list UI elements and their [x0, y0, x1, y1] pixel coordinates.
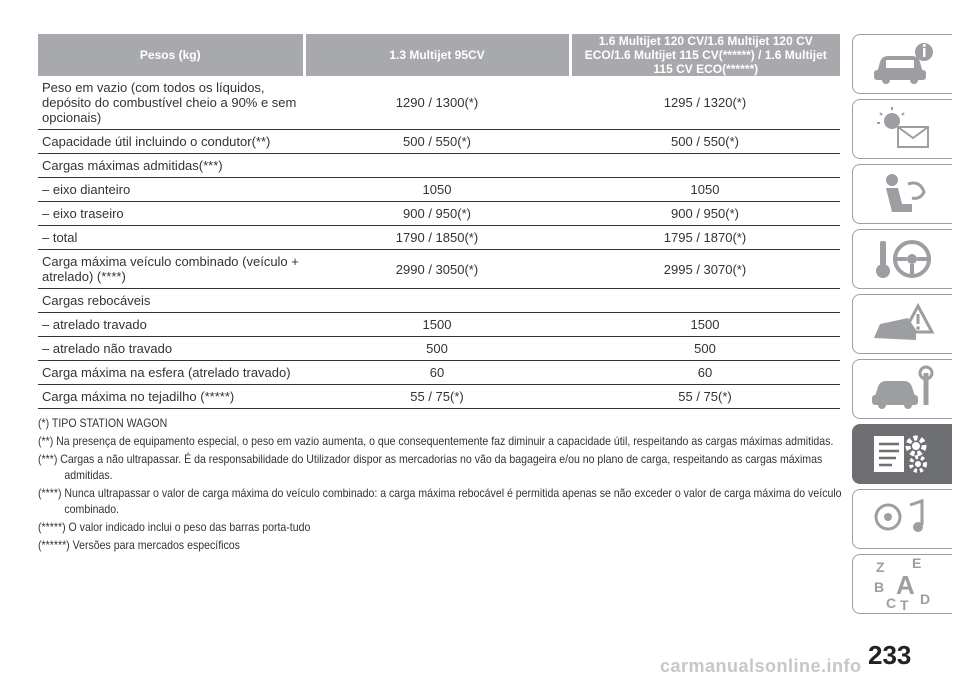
footnote: (*****) O valor indicado inclui o peso das barras porta-tudo [38, 520, 311, 534]
key-steering-wheel-icon [868, 235, 938, 283]
index-letter-c: C [885, 595, 896, 611]
row-label: Carga máxima veículo combinado (veículo + atrelado) (****) [38, 250, 304, 289]
value-multijet-120: 500 [570, 337, 840, 361]
tab-car-maintenance[interactable] [852, 359, 952, 419]
row-label: Carga máxima no tejadilho (*****) [38, 385, 304, 409]
value-multijet-95: 55 / 75(*) [304, 385, 570, 409]
tab-alphabetical-index[interactable] [852, 554, 952, 614]
value-multijet-120: 1295 / 1320(*) [570, 76, 840, 130]
footnote: (****) Nunca ultrapassar o valor de carga máxima do veículo combinado: a carga máxima rebocável é permitida apenas se não exceder o valor de carga máxima do veículo combinado. [38, 486, 842, 516]
row-label: – atrelado travado [38, 313, 304, 337]
table-row [38, 385, 840, 409]
table-row [38, 154, 840, 178]
table-row [38, 289, 840, 313]
row-label: – atrelado não travado [38, 337, 304, 361]
row-label: – total [38, 226, 304, 250]
table-row [38, 226, 840, 250]
table-row [38, 337, 840, 361]
row-label: Cargas máximas admitidas(***) [38, 154, 304, 178]
value-multijet-95: 1500 [304, 313, 570, 337]
index-letter-b: B [873, 579, 884, 595]
table-row [38, 361, 840, 385]
value-multijet-95: 500 / 550(*) [304, 130, 570, 154]
header-weights: Pesos (kg) [38, 34, 304, 76]
seat-airbag-icon [868, 170, 938, 218]
value-multijet-120: 500 / 550(*) [570, 130, 840, 154]
value-multijet-95: 60 [304, 361, 570, 385]
value-multijet-95: 900 / 950(*) [304, 202, 570, 226]
row-label: Peso em vazio (com todos os líquidos, depósito do combustível cheio a 90% e sem opcionais) [38, 76, 304, 130]
alphabetical-index-icon [868, 556, 938, 612]
footnote: (**) Na presença de equipamento especial, o peso em vazio aumenta, o que consequentemente faz diminuir a capacidade útil, respeitando as cargas máximas admitidas. [38, 434, 834, 448]
footnote: (*) TIPO STATION WAGON [38, 416, 168, 430]
row-label: Cargas rebocáveis [38, 289, 304, 313]
car-info-icon [868, 40, 938, 88]
index-letter-z: Z [875, 559, 885, 575]
index-letter-e: E [911, 556, 921, 571]
car-maintenance-icon [868, 365, 938, 413]
value-multijet-120: 1050 [570, 178, 840, 202]
row-label: – eixo traseiro [38, 202, 304, 226]
table-row [38, 250, 840, 289]
tab-warning-lights[interactable] [852, 99, 952, 159]
page-number: 233 [868, 640, 912, 670]
value-multijet-95 [304, 289, 570, 313]
index-letter-a: A [895, 570, 915, 600]
chapter-sidebar [852, 34, 952, 619]
multimedia-icon [868, 495, 938, 543]
value-multijet-120: 55 / 75(*) [570, 385, 840, 409]
tab-seat-airbag[interactable] [852, 164, 952, 224]
table-header-row [38, 34, 840, 76]
value-multijet-95: 1290 / 1300(*) [304, 76, 570, 130]
weights-table [38, 34, 840, 409]
value-multijet-120: 2995 / 3070(*) [570, 250, 840, 289]
index-letter-t: T [899, 597, 909, 612]
table-row [38, 313, 840, 337]
index-letter-d: D [919, 591, 930, 607]
technical-data-icon [868, 430, 938, 478]
weights-document [38, 34, 840, 555]
footnote: (******) Versões para mercados específicos [38, 538, 240, 552]
tab-car-accident[interactable] [852, 294, 952, 354]
value-multijet-120 [570, 154, 840, 178]
row-label: Capacidade útil incluindo o condutor(**) [38, 130, 304, 154]
value-multijet-95: 1050 [304, 178, 570, 202]
header-multijet-95: 1.3 Multijet 95CV [304, 34, 570, 76]
car-accident-icon [868, 300, 938, 348]
warning-lights-icon [868, 105, 938, 153]
row-label: Carga máxima na esfera (atrelado travado) [38, 361, 304, 385]
value-multijet-120: 1500 [570, 313, 840, 337]
row-label: – eixo dianteiro [38, 178, 304, 202]
tab-technical-data[interactable] [852, 424, 952, 484]
value-multijet-95: 1790 / 1850(*) [304, 226, 570, 250]
value-multijet-95: 500 [304, 337, 570, 361]
table-row [38, 76, 840, 130]
footnotes [38, 415, 840, 553]
header-multijet-120: 1.6 Multijet 120 CV/1.6 Multijet 120 CV ECO/1.6 Multijet 115 CV(******) / 1.6 Multijet 115 CV ECO(******) [570, 34, 840, 76]
table-row [38, 130, 840, 154]
value-multijet-120 [570, 289, 840, 313]
table-row [38, 178, 840, 202]
tab-multimedia[interactable] [852, 489, 952, 549]
value-multijet-95: 2990 / 3050(*) [304, 250, 570, 289]
table-row [38, 202, 840, 226]
value-multijet-120: 900 / 950(*) [570, 202, 840, 226]
tab-key-steering[interactable] [852, 229, 952, 289]
value-multijet-120: 1795 / 1870(*) [570, 226, 840, 250]
value-multijet-95 [304, 154, 570, 178]
tab-car-info[interactable] [852, 34, 952, 94]
watermark: carmanualsonline.info [660, 656, 862, 676]
value-multijet-120: 60 [570, 361, 840, 385]
footnote: (***) Cargas a não ultrapassar. É da responsabilidade do Utilizador dispor as mercadorias no vão da bagageira e/ou no plano de carga, respeitando as cargas máximas admitidas. [38, 452, 823, 482]
